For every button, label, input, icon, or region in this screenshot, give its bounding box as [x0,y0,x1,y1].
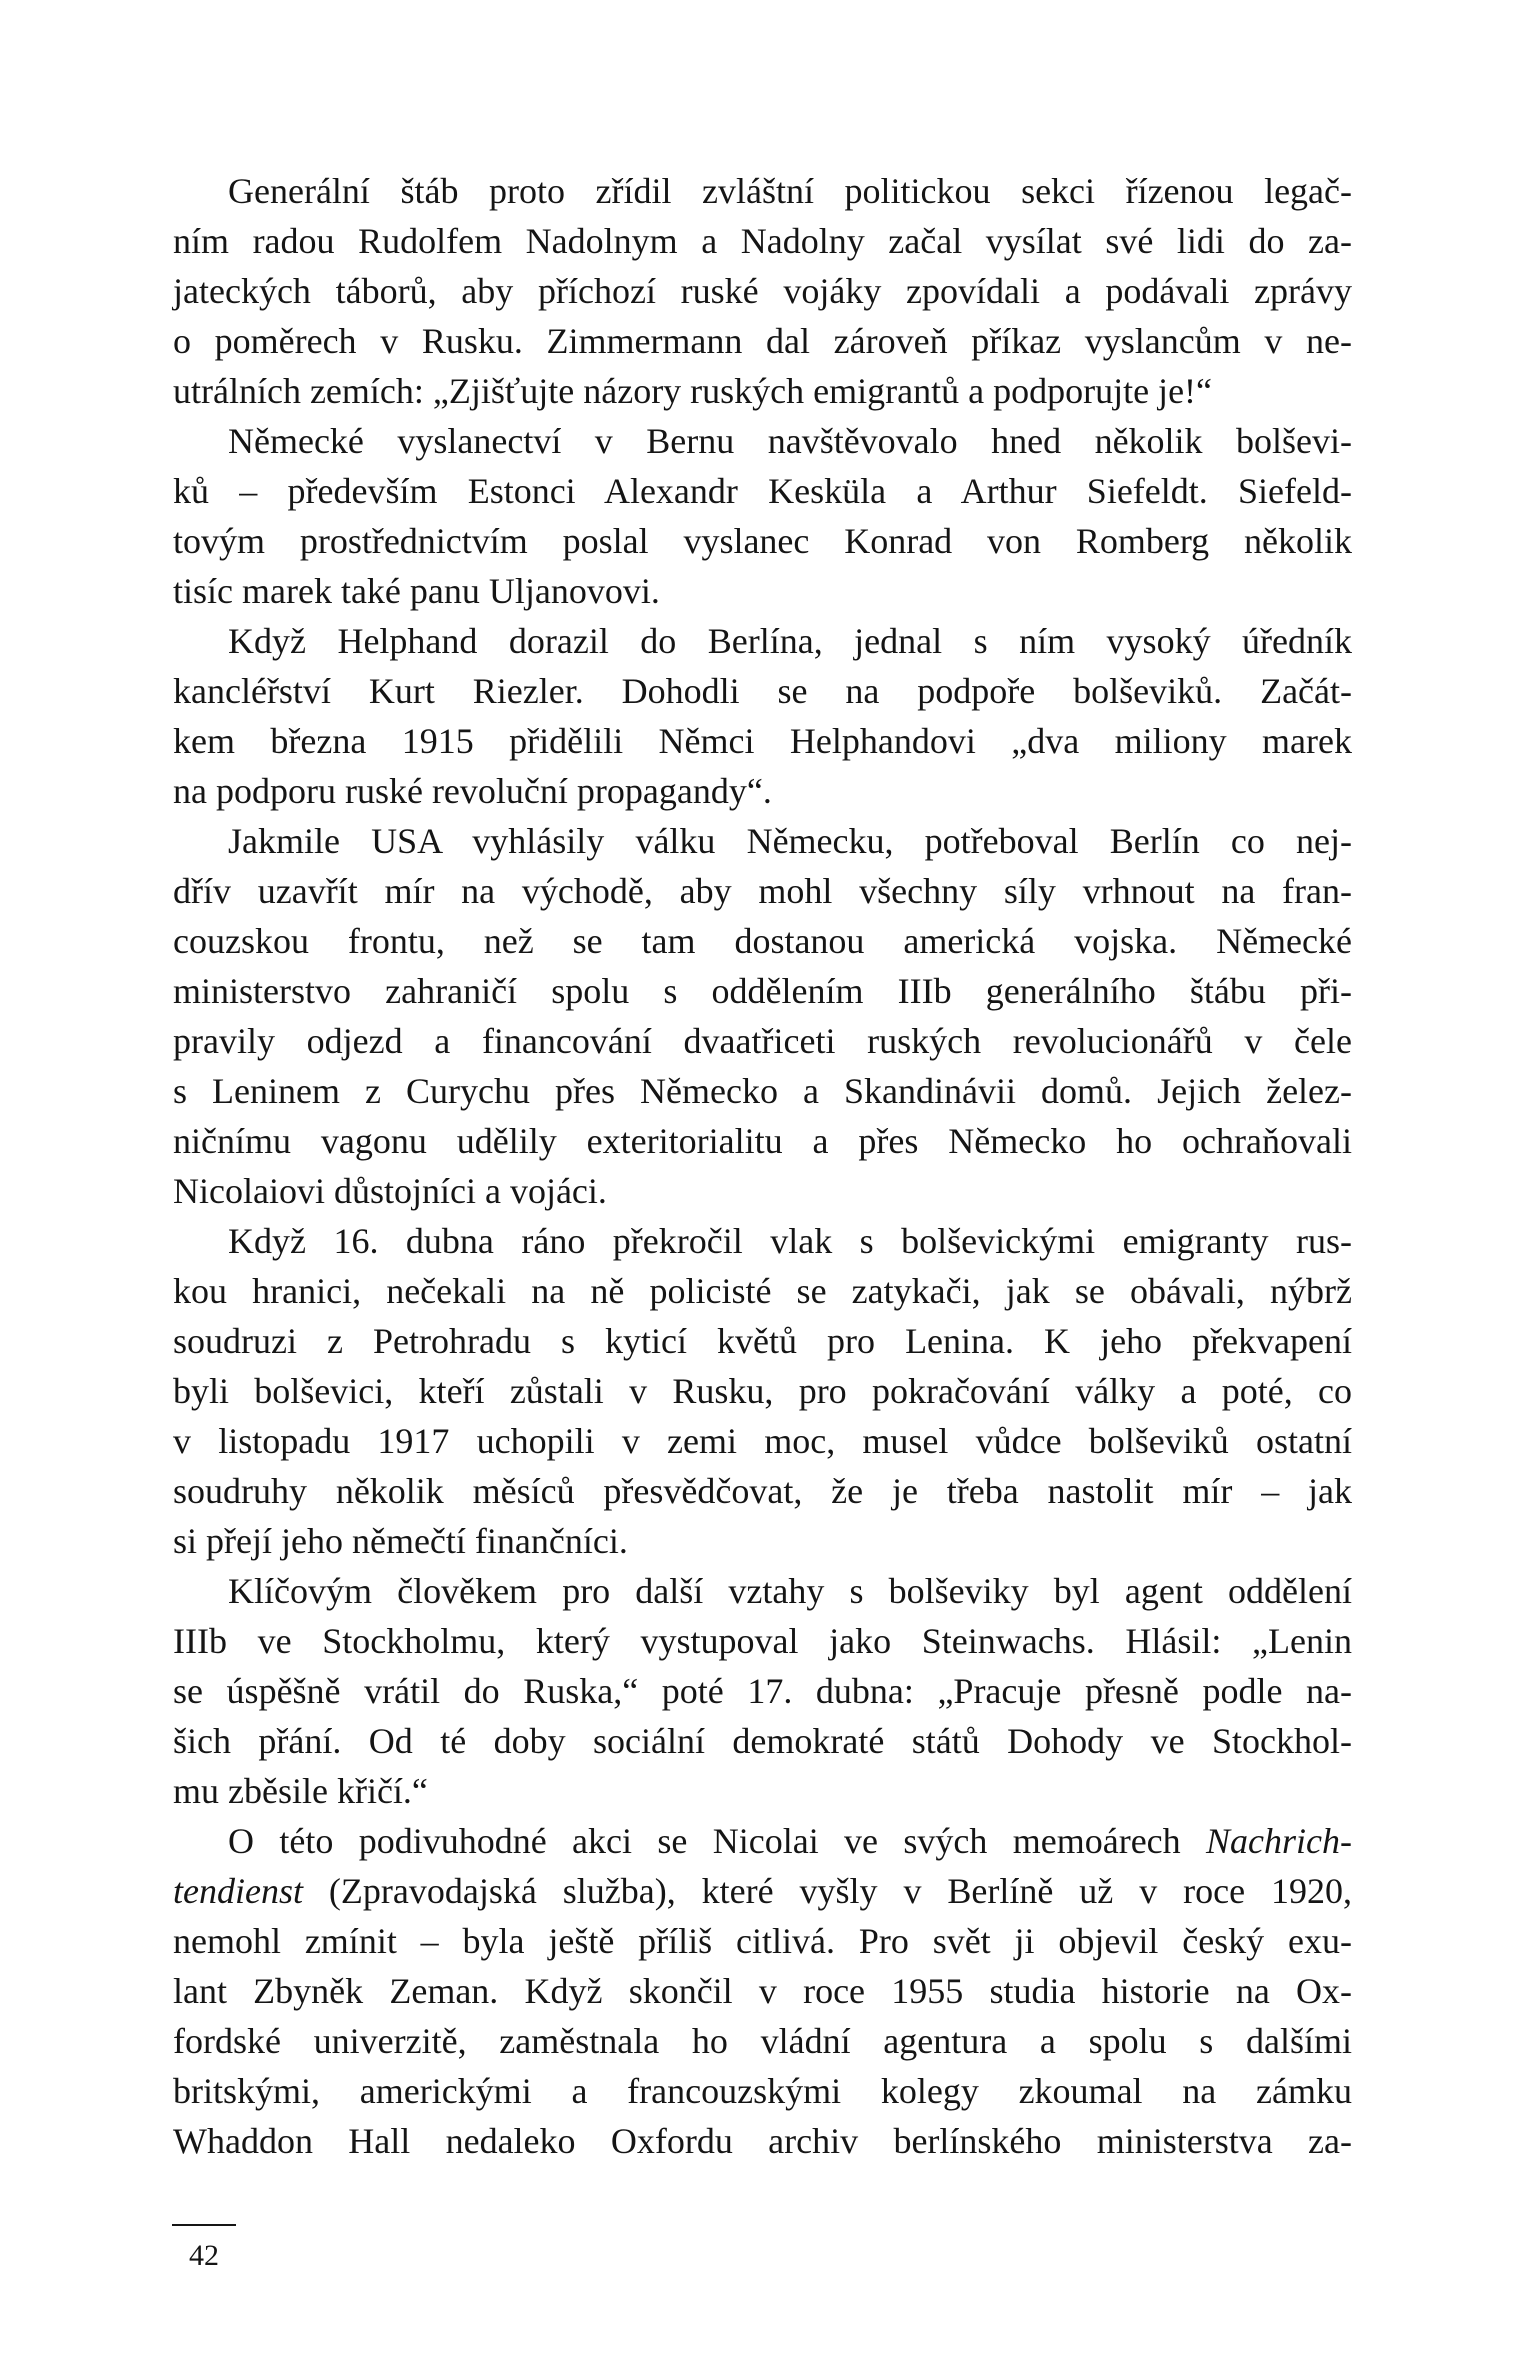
text-segment: byli bolševici, kteří zůstali v Rusku, pro pokračování války a poté, co [173,1371,1352,1411]
text-line [173,1916,1352,1966]
paragraph [173,816,1352,1216]
text-line [173,2066,1352,2116]
text-line [173,1666,1352,1716]
text-segment: Když 16. dubna ráno překročil vlak s bolševickými emigranty rus- [228,1221,1352,1261]
footer-rule [172,2224,236,2226]
text-segment: se úspěšně vrátil do Ruska,“ poté 17. dubna: „Pracuje přesně podle na- [173,1671,1352,1711]
text-line [173,866,1352,916]
text-line [173,566,1352,616]
text-segment: si přejí jeho němečtí finančníci. [173,1521,628,1561]
text-line [173,1166,1352,1216]
text-segment: soudruhy několik měsíců přesvědčovat, že je třeba nastolit mír – jak [173,1471,1352,1511]
text-line [173,716,1352,766]
text-segment: ničnímu vagonu udělily exteritorialitu a přes Německo ho ochraňovali [173,1121,1352,1161]
italic-text: Nachrich- [1206,1821,1352,1861]
text-segment: jateckých táborů, aby příchozí ruské vojáky zpovídali a podávali zprávy [173,271,1352,311]
text-line [173,1366,1352,1416]
text-segment: kem března 1915 přidělili Němci Helphandovi „dva miliony marek [173,721,1352,761]
text-segment: (Zpravodajská služba), které vyšly v Berlíně už v roce 1920, [302,1871,1352,1911]
paragraph [173,1816,1352,2166]
text-segment: ministerstvo zahraničí spolu s oddělením IIIb generálního štábu při- [173,971,1352,1011]
text-segment: britskými, americkými a francouzskými kolegy zkoumal na zámku [173,2071,1352,2111]
text-line [173,1116,1352,1166]
text-segment: tisíc marek také panu Uljanovovi. [173,571,660,611]
text-line [173,216,1352,266]
text-line [173,166,1352,216]
text-line [173,666,1352,716]
text-segment: Když Helphand dorazil do Berlína, jednal s ním vysoký úředník [228,621,1352,661]
text-segment: nemohl zmínit – byla ještě příliš citlivá. Pro svět ji objevil český exu- [173,1921,1352,1961]
paragraph [173,166,1352,416]
text-segment: o poměrech v Rusku. Zimmermann dal zároveň příkaz vyslancům v ne- [173,321,1352,361]
text-segment: ků – především Estonci Alexandr Kesküla a Arthur Siefeldt. Siefeld- [173,471,1352,511]
italic-text: tendienst [173,1871,303,1911]
text-segment: Nicolaiovi důstojníci a vojáci. [173,1171,607,1211]
text-segment: fordské univerzitě, zaměstnala ho vládní agentura a spolu s dalšími [173,2021,1352,2061]
paragraph [173,1216,1352,1566]
text-line [173,966,1352,1016]
text-segment: soudruzi z Petrohradu s kyticí květů pro Lenina. K jeho překvapení [173,1321,1352,1361]
text-line [173,1766,1352,1816]
text-line [173,2116,1352,2166]
text-line [173,516,1352,566]
text-segment: utrálních zemích: „Zjišťujte názory ruských emigrantů a podporujte je!“ [173,371,1213,411]
text-segment: pravily odjezd a financování dvaatřiceti ruských revolucionářů v čele [173,1021,1352,1061]
text-line [173,366,1352,416]
text-segment: kou hranici, nečekali na ně policisté se zatykači, jak se obávali, nýbrž [173,1271,1352,1311]
text-segment: v listopadu 1917 uchopili v zemi moc, musel vůdce bolševiků ostatní [173,1421,1352,1461]
text-segment: couzskou frontu, než se tam dostanou americká vojska. Německé [173,921,1352,961]
text-segment: O této podivuhodné akci se Nicolai ve svých memoárech [228,1821,1207,1861]
text-segment: ním radou Rudolfem Nadolnym a Nadolny začal vysílat své lidi do za- [173,221,1352,261]
text-line [173,816,1352,866]
text-line [173,316,1352,366]
text-line [173,1966,1352,2016]
text-segment: Whaddon Hall nedaleko Oxfordu archiv berlínského ministerstva za- [173,2121,1352,2161]
text-line [173,1516,1352,1566]
text-line [173,916,1352,966]
text-line [173,466,1352,516]
text-line [173,266,1352,316]
page-number: 42 [189,2239,219,2272]
text-segment: s Leninem z Curychu přes Německo a Skandinávii domů. Jejich želez- [173,1071,1352,1111]
paragraph [173,416,1352,616]
text-line [173,1466,1352,1516]
text-line [173,766,1352,816]
text-segment: šich přání. Od té doby sociální demokraté států Dohody ve Stockhol- [173,1721,1352,1761]
text-segment: na podporu ruské revoluční propagandy“. [173,771,772,811]
text-segment: lant Zbyněk Zeman. Když skončil v roce 1955 studia historie na Ox- [173,1971,1352,2011]
text-segment: Jakmile USA vyhlásily válku Německu, potřeboval Berlín co nej- [228,821,1352,861]
text-line [173,1616,1352,1666]
text-line [173,1716,1352,1766]
text-line [173,1316,1352,1366]
text-line [173,2016,1352,2066]
text-line [173,1016,1352,1066]
text-line [173,1066,1352,1116]
text-segment: Klíčovým člověkem pro další vztahy s bolševiky byl agent oddělení [228,1571,1352,1611]
text-segment: IIIb ve Stockholmu, který vystupoval jako Steinwachs. Hlásil: „Lenin [173,1621,1352,1661]
paragraph [173,1566,1352,1816]
text-line [173,416,1352,466]
text-segment: dřív uzavřít mír na východě, aby mohl všechny síly vrhnout na fran- [173,871,1352,911]
text-line [173,1416,1352,1466]
paragraph [173,616,1352,816]
body-text [173,166,1352,2166]
text-segment: mu zběsile křičí.“ [173,1771,428,1811]
text-line [173,1566,1352,1616]
text-line [173,1266,1352,1316]
text-segment: kancléřství Kurt Riezler. Dohodli se na podpoře bolševiků. Začát- [173,671,1352,711]
text-segment: Německé vyslanectví v Bernu navštěvovalo hned několik bolševi- [228,421,1352,461]
text-segment: tovým prostřednictvím poslal vyslanec Konrad von Romberg několik [173,521,1352,561]
text-line [173,1866,1352,1916]
text-line [173,1816,1352,1866]
text-line [173,616,1352,666]
text-line [173,1216,1352,1266]
text-segment: Generální štáb proto zřídil zvláštní politickou sekci řízenou legač- [228,171,1352,211]
